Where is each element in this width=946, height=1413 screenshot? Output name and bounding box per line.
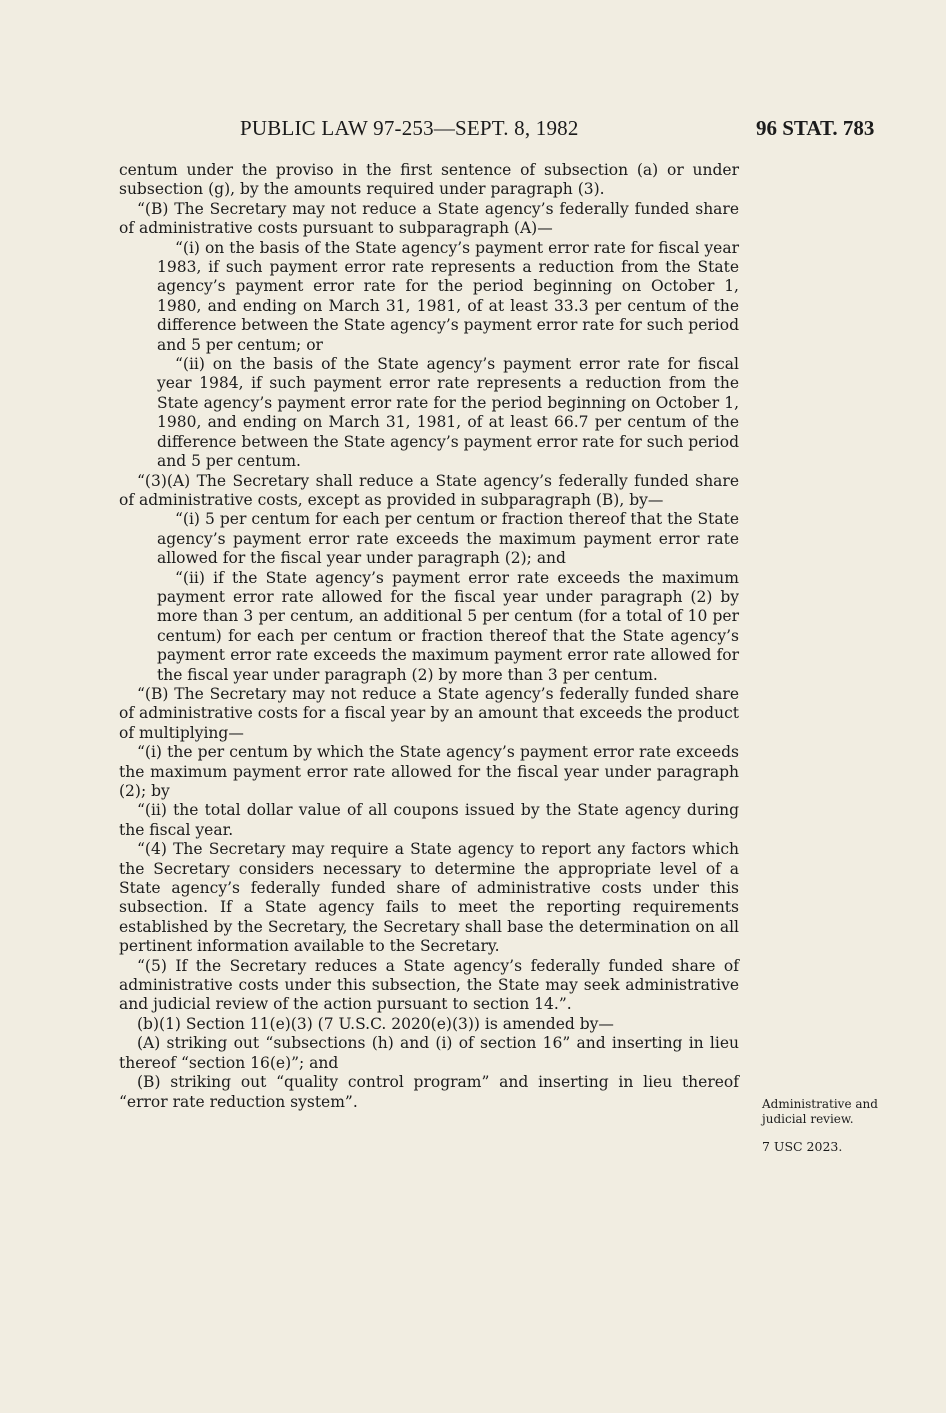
paragraph: “(3)(A) The Secretary shall reduce a State agency’s federally funded share of administrative costs, except as provided in subparagraph (B), by— [119, 471, 739, 509]
paragraph: “(ii) if the State agency’s payment error rate exceeds the maximum payment error rate allowed for the fiscal year under paragraph (2) by more than 3 per centum, an additional 5 per centum (for a total of 10 per centum) for each per centum or fraction thereof that the State agency’s payment error rate exceeds the maximum payment error rate allowed for the fiscal year under paragraph (2) by more than 3 per centum. [157, 568, 739, 684]
paragraph: centum under the proviso in the first sentence of subsection (a) or under subsection (g), by the amounts required under paragraph (3). [119, 161, 739, 199]
paragraph: “(B) The Secretary may not reduce a State agency’s federally funded share of administrative costs for a fiscal year by an amount that exceeds the product of multiplying— [119, 684, 739, 742]
paragraph: “(ii) the total dollar value of all coupons issued by the State agency during the fiscal year. [119, 801, 739, 839]
paragraph: “(i) the per centum by which the State agency’s payment error rate exceeds the maximum payment error rate allowed for the fiscal year under paragraph (2); by [119, 743, 739, 800]
stat-page-number: 96 STAT. 783 [756, 116, 875, 140]
body-text [119, 161, 739, 1112]
margin-note-review: Administrative and judicial review. [762, 1097, 878, 1126]
paragraph: “(B) The Secretary may not reduce a State agency’s federally funded share of administrative costs pursuant to subparagraph (A)— [119, 199, 739, 238]
paragraph: (B) striking out “quality control program” and inserting in lieu thereof “error rate reduction system”. [119, 1073, 739, 1111]
margin-note-usc: 7 USC 2023. [762, 1139, 843, 1154]
paragraph: (b)(1) Section 11(e)(3) (7 U.S.C. 2020(e)(3)) is amended by— [137, 1014, 614, 1033]
page-header [0, 116, 946, 146]
margin-notes [762, 1097, 882, 1155]
paragraph: “(5) If the Secretary reduces a State agency’s federally funded share of administrative costs under this subsection, the State may seek administrative and judicial review of the action pursuant to section 14.”. [119, 956, 739, 1014]
paragraph: “(i) on the basis of the State agency’s payment error rate for fiscal year 1983, if such payment error rate represents a reduction from the State agency’s payment error rate for the period beginning on October 1, 1980, and ending on March 31, 1981, of at least 33.3 per centum of the difference between the State agency’s payment error rate for such period and 5 per centum; or [157, 238, 739, 354]
paragraph: “(4) The Secretary may require a State agency to report any factors which the Secretary considers necessary to determine the appropriate level of a State agency’s federally funded share of administrative costs under this subsection. If a State agency fails to meet the reporting requirements established by the Secretary, the Secretary shall base the determination on all pertinent information available to the Secretary. [119, 840, 739, 956]
running-title: PUBLIC LAW 97-253—SEPT. 8, 1982 [240, 116, 579, 140]
paragraph: (A) striking out “subsections (h) and (i) of section 16” and inserting in lieu thereof “section 16(e)”; and [119, 1034, 739, 1072]
paragraph: “(ii) on the basis of the State agency’s payment error rate for fiscal year 1984, if such payment error rate represents a reduction from the State agency’s payment error rate for the period beginning on October 1, 1980, and ending on March 31, 1981, of at least 66.7 per centum of the difference between the State agency’s payment error rate for such period and 5 per centum. [157, 355, 739, 471]
paragraph: “(i) 5 per centum for each per centum or fraction thereof that the State agency’s payment error rate exceeds the maximum payment error rate allowed for the fiscal year under paragraph (2); and [157, 510, 739, 568]
